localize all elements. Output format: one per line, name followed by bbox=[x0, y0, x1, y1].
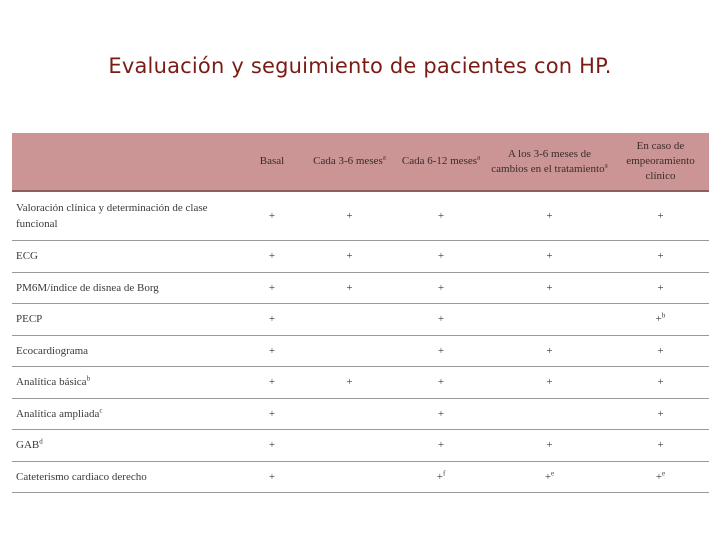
mark-cell bbox=[612, 241, 709, 273]
mark-value: + bbox=[546, 344, 553, 357]
mark-cell bbox=[487, 335, 612, 367]
mark-value: + bbox=[268, 250, 276, 263]
header-text: A los 3-6 meses de cambios en el tratamiento bbox=[491, 147, 605, 175]
mark-cell bbox=[487, 191, 612, 241]
header-cell-empty bbox=[12, 133, 240, 191]
row-label: Analítica básica bbox=[16, 376, 87, 388]
mark-value: + bbox=[268, 439, 276, 452]
mark-cell bbox=[395, 367, 487, 399]
mark-cell bbox=[240, 191, 304, 241]
mark-value: + bbox=[268, 470, 276, 483]
mark-value: + bbox=[437, 281, 445, 294]
mark-cell bbox=[395, 304, 487, 336]
mark-cell bbox=[304, 272, 395, 304]
header-cell bbox=[487, 133, 612, 191]
header-cell bbox=[240, 133, 304, 191]
table-row bbox=[12, 304, 709, 336]
mark-cell bbox=[612, 461, 709, 493]
row-label-cell bbox=[12, 398, 240, 430]
header-text: En caso de empeoramiento clínico bbox=[626, 140, 695, 182]
row-label-footnote: c bbox=[99, 405, 103, 414]
mark-cell bbox=[612, 304, 709, 336]
mark-value: + bbox=[346, 210, 353, 222]
table-row bbox=[12, 461, 709, 493]
mark-cell bbox=[240, 461, 304, 493]
mark-value: + bbox=[657, 250, 664, 263]
mark-cell bbox=[304, 367, 395, 399]
mark-cell bbox=[395, 335, 487, 367]
row-label: Valoración clínica y determinación de clase funcional bbox=[16, 201, 208, 230]
mark-value: + bbox=[437, 313, 445, 326]
row-label-cell bbox=[12, 461, 240, 493]
mark-cell bbox=[304, 191, 395, 241]
row-label-cell bbox=[12, 272, 240, 304]
mark-value: + bbox=[546, 250, 553, 263]
mark-cell bbox=[612, 398, 709, 430]
mark-value: + bbox=[657, 281, 664, 294]
mark-cell bbox=[304, 335, 395, 367]
mark-cell bbox=[240, 367, 304, 399]
row-label-cell bbox=[12, 241, 240, 273]
mark-cell bbox=[304, 398, 395, 430]
table-row bbox=[12, 272, 709, 304]
mark-value: + bbox=[437, 376, 445, 389]
mark-cell bbox=[304, 304, 395, 336]
mark-value: + bbox=[546, 439, 553, 452]
mark-cell bbox=[304, 430, 395, 462]
mark-value: + bbox=[657, 210, 664, 222]
mark-cell bbox=[240, 304, 304, 336]
row-label: PECP bbox=[16, 313, 43, 325]
mark-value: + bbox=[437, 439, 445, 452]
header-text: Cada 3-6 meses bbox=[313, 155, 383, 168]
header-text: Basal bbox=[259, 155, 285, 168]
mark-value: + bbox=[655, 313, 662, 326]
mark-cell bbox=[487, 398, 612, 430]
follow-up-table-container bbox=[12, 133, 709, 493]
mark-cell bbox=[487, 367, 612, 399]
page-title: Evaluación y seguimiento de pacientes con HP. bbox=[108, 54, 612, 78]
header-cell bbox=[304, 133, 395, 191]
table-row bbox=[12, 367, 709, 399]
mark-cell bbox=[612, 430, 709, 462]
row-label-footnote: d bbox=[39, 437, 43, 446]
header-cell bbox=[612, 133, 709, 191]
mark-footnote: b bbox=[661, 311, 666, 320]
header-text: Cada 6-12 meses bbox=[401, 155, 478, 168]
header-cell bbox=[395, 133, 487, 191]
mark-cell bbox=[304, 241, 395, 273]
mark-cell bbox=[304, 461, 395, 493]
mark-value: + bbox=[655, 470, 663, 483]
row-label-cell bbox=[12, 367, 240, 399]
mark-value: + bbox=[546, 210, 553, 222]
mark-footnote: f bbox=[442, 469, 446, 478]
mark-value: + bbox=[268, 281, 276, 294]
row-label-footnote: b bbox=[86, 374, 91, 383]
mark-cell bbox=[395, 430, 487, 462]
row-label: ECG bbox=[16, 250, 38, 262]
mark-cell bbox=[240, 272, 304, 304]
row-label: Cateterismo cardiaco derecho bbox=[16, 470, 147, 483]
mark-cell bbox=[240, 430, 304, 462]
header-footnote: a bbox=[604, 160, 608, 169]
mark-cell bbox=[395, 191, 487, 241]
mark-value: + bbox=[268, 344, 276, 357]
table-row bbox=[12, 191, 709, 241]
mark-value: + bbox=[437, 250, 445, 263]
row-label: PM6M/índice de disnea de Borg bbox=[16, 281, 159, 294]
mark-cell bbox=[395, 461, 487, 493]
mark-cell bbox=[240, 398, 304, 430]
header-footnote: a bbox=[382, 153, 386, 162]
table-row bbox=[12, 335, 709, 367]
mark-cell bbox=[395, 398, 487, 430]
table-body bbox=[12, 191, 709, 493]
table-row bbox=[12, 241, 709, 273]
row-label-cell bbox=[12, 335, 240, 367]
row-label: Analítica ampliada bbox=[16, 407, 100, 420]
mark-value: + bbox=[437, 210, 445, 222]
row-label-cell bbox=[12, 191, 240, 241]
mark-cell bbox=[240, 335, 304, 367]
mark-cell bbox=[487, 430, 612, 462]
mark-cell bbox=[395, 272, 487, 304]
mark-cell bbox=[487, 241, 612, 273]
mark-value: + bbox=[268, 376, 276, 389]
mark-value: + bbox=[268, 210, 276, 222]
mark-cell bbox=[612, 272, 709, 304]
follow-up-table bbox=[12, 133, 709, 493]
row-label: Ecocardiograma bbox=[16, 344, 89, 357]
table-row bbox=[12, 398, 709, 430]
mark-value: + bbox=[346, 250, 353, 263]
mark-cell bbox=[487, 272, 612, 304]
table-row bbox=[12, 430, 709, 462]
mark-footnote: e bbox=[662, 469, 666, 478]
mark-value: + bbox=[657, 344, 664, 357]
mark-value: + bbox=[546, 281, 553, 294]
mark-cell bbox=[612, 335, 709, 367]
mark-cell bbox=[612, 367, 709, 399]
mark-value: + bbox=[546, 376, 553, 389]
row-label-cell bbox=[12, 430, 240, 462]
table-header-row bbox=[12, 133, 709, 191]
mark-value: + bbox=[346, 376, 353, 389]
mark-cell bbox=[612, 191, 709, 241]
mark-cell bbox=[487, 304, 612, 336]
row-label-cell bbox=[12, 304, 240, 336]
mark-footnote: e bbox=[551, 469, 555, 478]
mark-value: + bbox=[657, 439, 664, 452]
mark-value: + bbox=[346, 281, 353, 294]
mark-value: + bbox=[436, 470, 443, 483]
mark-value: + bbox=[657, 407, 664, 420]
mark-value: + bbox=[544, 470, 552, 483]
row-label: GAB bbox=[16, 439, 40, 451]
mark-cell bbox=[240, 241, 304, 273]
mark-value: + bbox=[657, 376, 664, 389]
mark-value: + bbox=[268, 313, 276, 326]
mark-value: + bbox=[437, 407, 445, 420]
mark-value: + bbox=[268, 407, 276, 420]
mark-value: + bbox=[437, 344, 445, 357]
header-footnote: a bbox=[477, 153, 481, 162]
mark-cell bbox=[395, 241, 487, 273]
mark-cell bbox=[487, 461, 612, 493]
